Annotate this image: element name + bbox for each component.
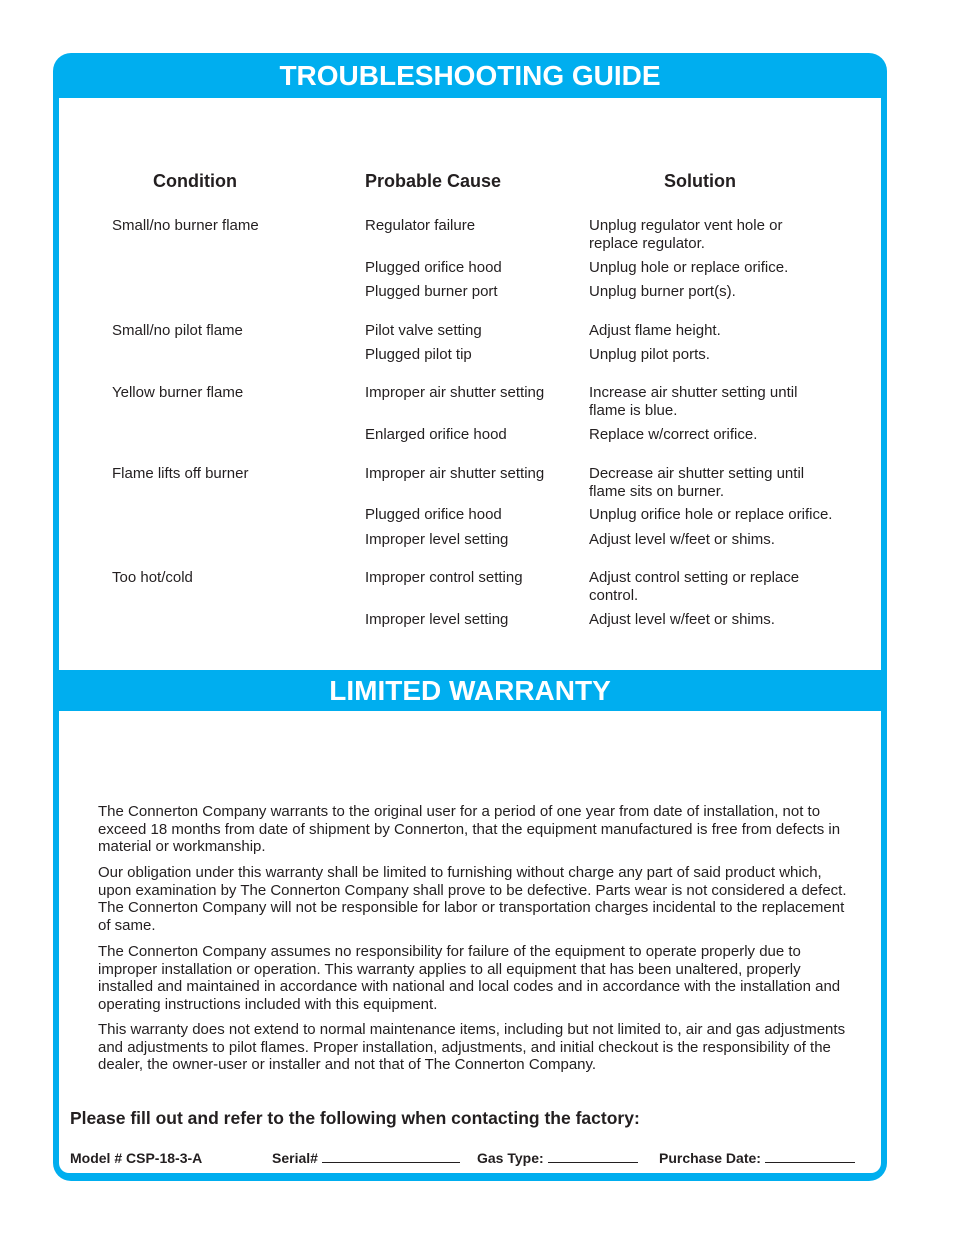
row-cause: Enlarged orifice hood [365, 426, 507, 443]
purchase-date-label: Purchase Date: [659, 1150, 761, 1166]
warranty-band [59, 670, 881, 711]
row-cause: Pilot valve setting [365, 322, 482, 339]
gas-type-blank[interactable] [548, 1150, 638, 1163]
row-solution: Unplug pilot ports. [589, 346, 710, 363]
row-condition: Yellow burner flame [112, 384, 244, 401]
row-solution: Adjust level w/feet or shims. [589, 611, 775, 628]
header-cause: Probable Cause [365, 171, 502, 191]
row-solution: Replace w/correct orifice. [589, 426, 758, 443]
row-condition: Small/no pilot flame [112, 322, 243, 339]
row-cause: Plugged pilot tip [365, 346, 472, 363]
content-panel [59, 98, 881, 1173]
row-cause: Plugged orifice hood [365, 506, 502, 523]
row-solution: Adjust control setting or replace control. [589, 569, 800, 604]
row-solution: Unplug orifice hole or replace orifice. [589, 506, 833, 523]
row-solution: Increase air shutter setting until flame is blue. [589, 384, 798, 419]
row-condition: Too hot/cold [112, 569, 193, 586]
row-cause: Regulator failure [365, 217, 476, 234]
row-cause: Improper air shutter setting [365, 384, 545, 401]
row-cause: Improper control setting [365, 569, 523, 586]
purchase-date-blank[interactable] [765, 1150, 855, 1163]
row-solution: Adjust flame height. [589, 322, 721, 339]
row-solution: Unplug regulator vent hole or replace regulator. [589, 217, 783, 252]
serial-blank[interactable] [322, 1150, 460, 1163]
serial-field[interactable] [272, 1150, 460, 1166]
model-number: Model # CSP-18-3-A [70, 1150, 203, 1166]
row-cause: Improper level setting [365, 611, 509, 628]
warranty-paragraph: The Connerton Company assumes no responsibility for failure of the equipment to operate properly due to improper installation or operation. This warranty applies to all equipment that has been unaltered, properly installed and maintained in accordance with national and local codes and in accordance with the installation and operating instructions included with this equipment. [98, 943, 841, 1013]
contact-instruction: Please fill out and refer to the following when contacting the factory: [70, 1108, 640, 1128]
row-cause: Improper level setting [365, 531, 509, 548]
purchase-date-field[interactable] [659, 1150, 855, 1166]
troubleshooting-title: TROUBLESHOOTING GUIDE [279, 60, 661, 91]
row-cause: Plugged burner port [365, 283, 498, 300]
row-solution: Unplug hole or replace orifice. [589, 259, 789, 276]
warranty-title: LIMITED WARRANTY [329, 675, 611, 706]
gas-type-field[interactable] [477, 1150, 638, 1166]
serial-label: Serial# [272, 1150, 318, 1166]
warranty-paragraph: Our obligation under this warranty shall be limited to furnishing without charge any part of said product which, upon examination by The Connerton Company shall prove to be defective. Parts wear is not considered a defect. The Connerton Company will not be responsible for labor or transportation charges incidental to the replacement of same. [98, 864, 847, 934]
gas-type-label: Gas Type: [477, 1150, 544, 1166]
row-cause: Improper air shutter setting [365, 465, 545, 482]
page-frame [53, 53, 887, 1181]
row-condition: Small/no burner flame [112, 217, 259, 234]
row-condition: Flame lifts off burner [112, 465, 249, 482]
header-condition: Condition [153, 171, 237, 191]
row-solution: Adjust level w/feet or shims. [589, 531, 775, 548]
warranty-paragraph: This warranty does not extend to normal maintenance items, including but not limited to, air and gas adjustments and adjustments to pilot flames. Proper installation, adjustments, and initial checkout is the responsibility of the dealer, the owner-user or installer and not that of The Connerton Company. [98, 1021, 846, 1073]
row-solution: Decrease air shutter setting until flame sits on burner. [589, 465, 805, 500]
row-solution: Unplug burner port(s). [589, 283, 736, 300]
header-solution: Solution [664, 171, 736, 191]
row-cause: Plugged orifice hood [365, 259, 502, 276]
warranty-paragraph: The Connerton Company warrants to the original user for a period of one year from date of installation, not to exceed 18 months from date of shipment by Connerton, that the equipment manufactured is free from defects in material or workmanship. [98, 803, 841, 855]
